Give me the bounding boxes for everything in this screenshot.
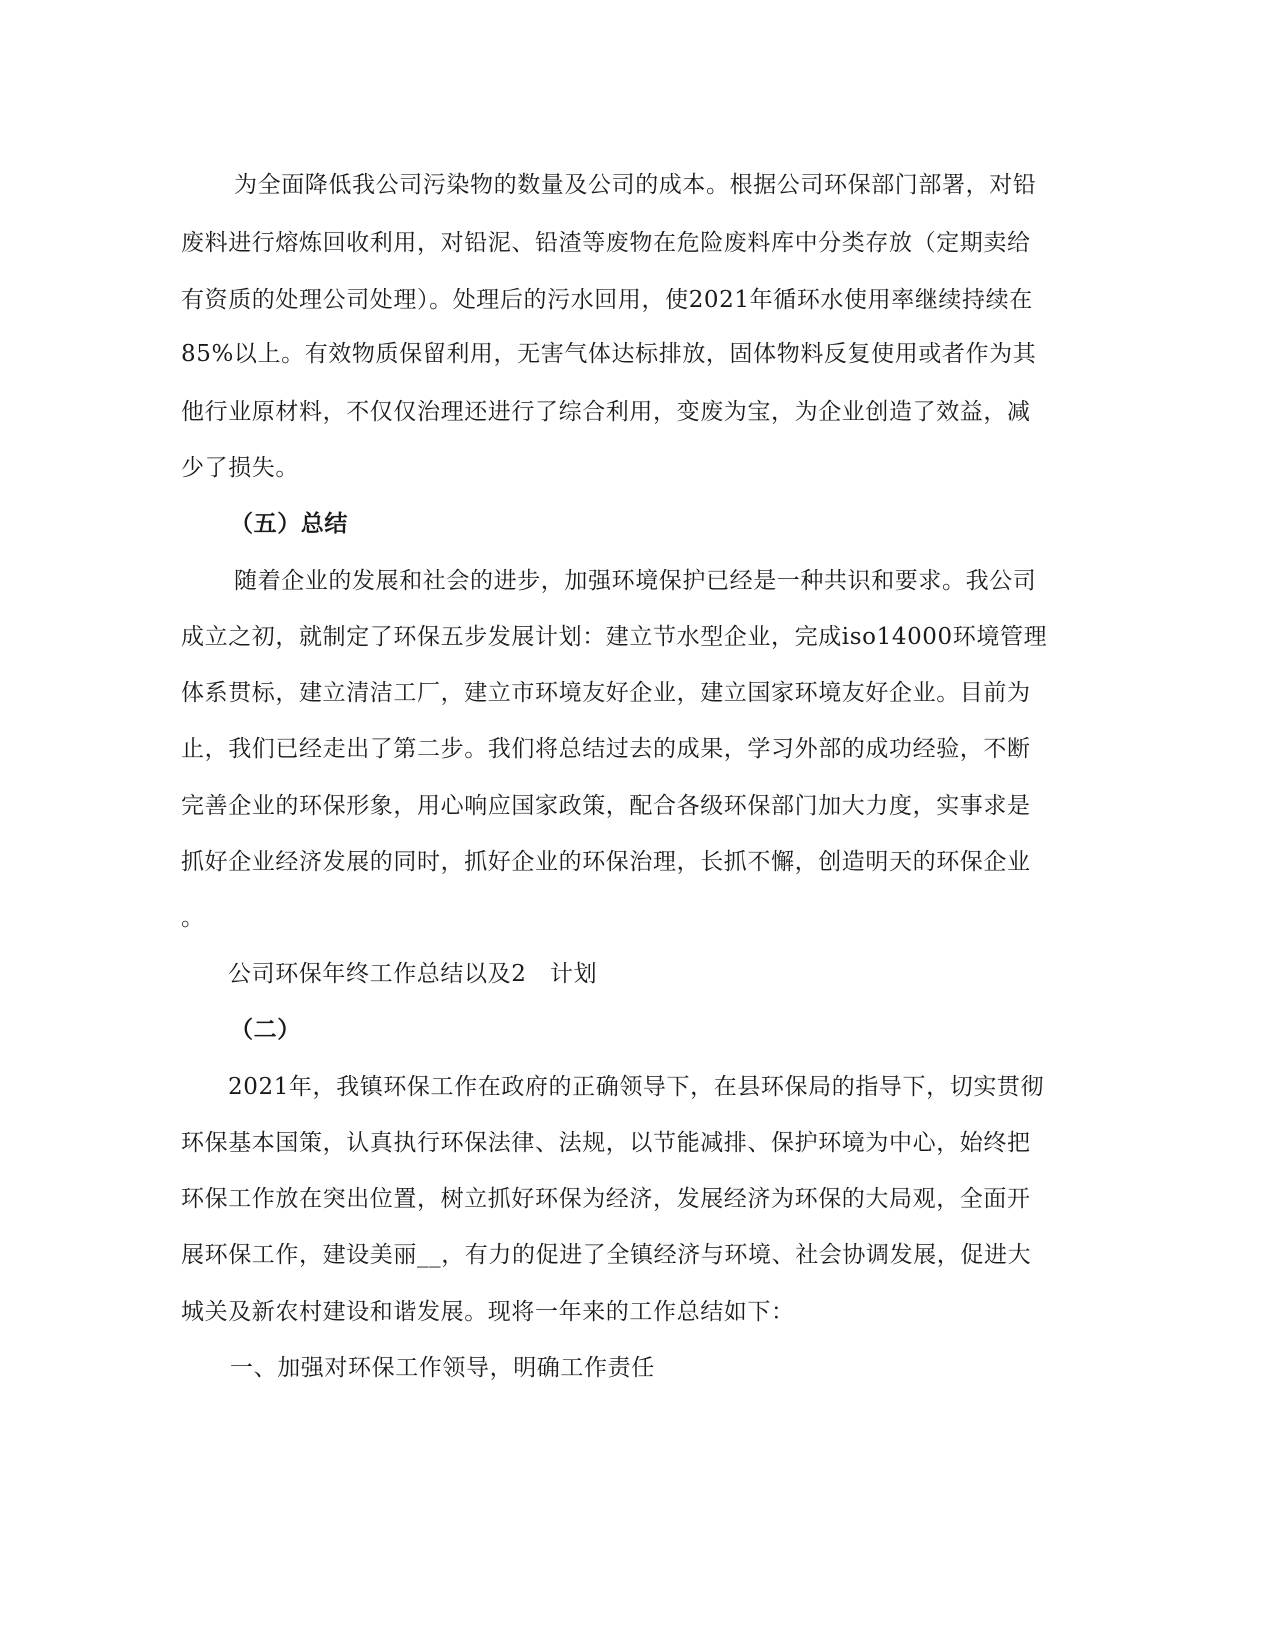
paragraph-line: 为全面降低我公司污染物的数量及公司的成本。根据公司环保部门部署，对铅 (234, 172, 1037, 198)
paragraph-line: 完善企业的环保形象，用心响应国家政策，配合各级环保部门加大力度，实事求是 (181, 793, 1031, 819)
paragraph-line: 止，我们已经走出了第二步。我们将总结过去的成果，学习外部的成功经验，不断 (181, 736, 1031, 762)
paragraph-line: 废料进行熔炼回收利用，对铅泥、铅渣等废物在危险废料库中分类存放（定期卖给 (181, 230, 1031, 256)
paragraph-line: 成立之初，就制定了环保五步发展计划：建立节水型企业，完成iso14000环境管理 (181, 624, 1048, 650)
paragraph-line: 少了损失。 (181, 455, 299, 481)
paragraph-line: 环保基本国策，认真执行环保法律、法规，以节能减排、保护环境为中心，始终把 (181, 1130, 1031, 1156)
paragraph-line: 体系贯标，建立清洁工厂，建立市环境友好企业，建立国家环境友好企业。目前为 (181, 680, 1031, 706)
paragraph-line: 他行业原材料，不仅仅治理还进行了综合利用，变废为宝，为企业创造了效益，减 (181, 399, 1031, 425)
paragraph-line: 。 (181, 905, 205, 931)
paragraph-line: 抓好企业经济发展的同时，抓好企业的环保治理，长抓不懈，创造明天的环保企业 (181, 849, 1031, 875)
section-heading-summary: （五）总结 (230, 511, 348, 537)
paragraph-line: 展环保工作，建设美丽__，有力的促进了全镇经济与环境、社会协调发展，促进大 (181, 1242, 1032, 1268)
paragraph-line: 有资质的处理公司处理）。处理后的污水回用，使2021年循环水使用率继续持续在 (181, 287, 1033, 313)
paragraph-line: 随着企业的发展和社会的进步，加强环境保护已经是一种共识和要求。我公司 (234, 568, 1037, 594)
paragraph-line: 环保工作放在突出位置，树立抓好环保为经济，发展经济为环保的大局观，全面开 (181, 1186, 1031, 1212)
section-heading-one: 一、加强对环保工作领导，明确工作责任 (230, 1355, 655, 1381)
document-subtitle: 公司环保年终工作总结以及2 计划 (228, 961, 598, 987)
paragraph-line: 85%以上。有效物质保留利用，无害气体达标排放，固体物料反复使用或者作为其 (181, 341, 1037, 367)
paragraph-line: 城关及新农村建设和谐发展。现将一年来的工作总结如下： (181, 1299, 795, 1325)
paragraph-line: 2021年，我镇环保工作在政府的正确领导下，在县环保局的指导下，切实贯彻 (228, 1074, 1045, 1100)
section-heading-two: （二） (230, 1017, 301, 1043)
